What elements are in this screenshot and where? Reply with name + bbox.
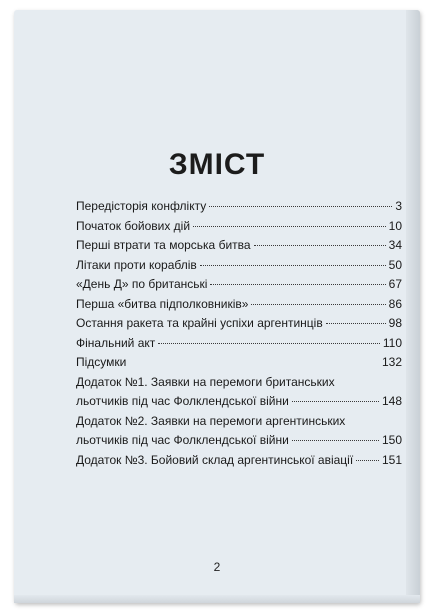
- toc-entry: [76, 197, 402, 217]
- toc-entry-page: 34: [388, 238, 402, 252]
- toc-entry-title-line1: Додаток №1. Заявки на перемоги британських: [76, 374, 335, 389]
- toc-dot-leader: [292, 440, 379, 441]
- toc-entry-title: Літаки проти кораблів: [76, 257, 197, 272]
- toc-entry: [76, 334, 402, 354]
- toc-entry-page: 86: [388, 296, 402, 311]
- book-page: [14, 10, 420, 603]
- toc-entry: [76, 256, 402, 276]
- toc-dot-leader: [292, 401, 379, 402]
- toc-entry-page: 50: [388, 257, 402, 272]
- toc-entry: [76, 236, 402, 256]
- toc-entry-title: льотчиків під час Фолклендської війни: [76, 433, 289, 447]
- toc-entry: [76, 314, 402, 334]
- toc-entry-page: 98: [388, 316, 402, 330]
- toc-entry-title: Передісторія конфлікту: [76, 199, 207, 213]
- toc-entry-title: Перша «битва підполковників»: [76, 296, 249, 311]
- page-number: 2: [213, 560, 221, 574]
- toc-entry-page: 148: [381, 394, 402, 408]
- toc-entry-page: 10: [388, 218, 402, 233]
- toc-dot-leader: [254, 245, 386, 246]
- toc-entry-page: 110: [382, 335, 402, 350]
- toc-dot-leader: [200, 265, 386, 266]
- page-edge-bottom: [14, 595, 420, 603]
- toc-heading: ЗМІСТ: [168, 148, 266, 181]
- toc-entry-title: Підсумки: [76, 355, 127, 369]
- toc-dot-leader: [210, 284, 385, 285]
- toc-entry-title: Остання ракета та крайні успіхи аргентинців: [76, 316, 323, 330]
- toc-entry: [76, 275, 402, 295]
- toc-entry-page: 67: [388, 277, 402, 291]
- toc-entry-page: 132: [381, 355, 402, 369]
- toc-entry: [76, 412, 402, 451]
- toc-entry-title: «День Д» по британські: [76, 277, 208, 291]
- toc-entry-page: 3: [395, 199, 402, 213]
- toc-entry-title-line1: Додаток №2. Заявки на перемоги аргентинських: [76, 413, 346, 428]
- toc-entry: [76, 295, 402, 315]
- toc-entry: [76, 217, 402, 237]
- toc-entry-page: 150: [381, 433, 402, 447]
- toc-entry: [76, 451, 402, 471]
- toc-entry: [76, 353, 402, 373]
- toc-dot-leader: [251, 304, 385, 305]
- toc-entry-title: Початок бойових дій: [76, 218, 191, 233]
- toc-entry-title: Перші втрати та морська битва: [76, 238, 251, 252]
- toc-dot-leader: [193, 226, 386, 227]
- toc-entry: [76, 373, 402, 412]
- toc-dot-leader: [158, 343, 380, 344]
- toc-entry-title: Фінальний акт: [76, 335, 156, 350]
- toc-dot-leader: [356, 460, 379, 461]
- toc-dot-leader: [326, 323, 386, 324]
- toc-list: [76, 197, 402, 470]
- toc-entry-title: льотчиків під час Фолклендської війни: [76, 394, 289, 408]
- page-edge-right: [406, 10, 420, 603]
- toc-dot-leader: [209, 206, 392, 207]
- toc-entry-page: 151: [381, 452, 402, 467]
- toc-entry-title: Додаток №3. Бойовий склад аргентинської авіації: [76, 452, 354, 467]
